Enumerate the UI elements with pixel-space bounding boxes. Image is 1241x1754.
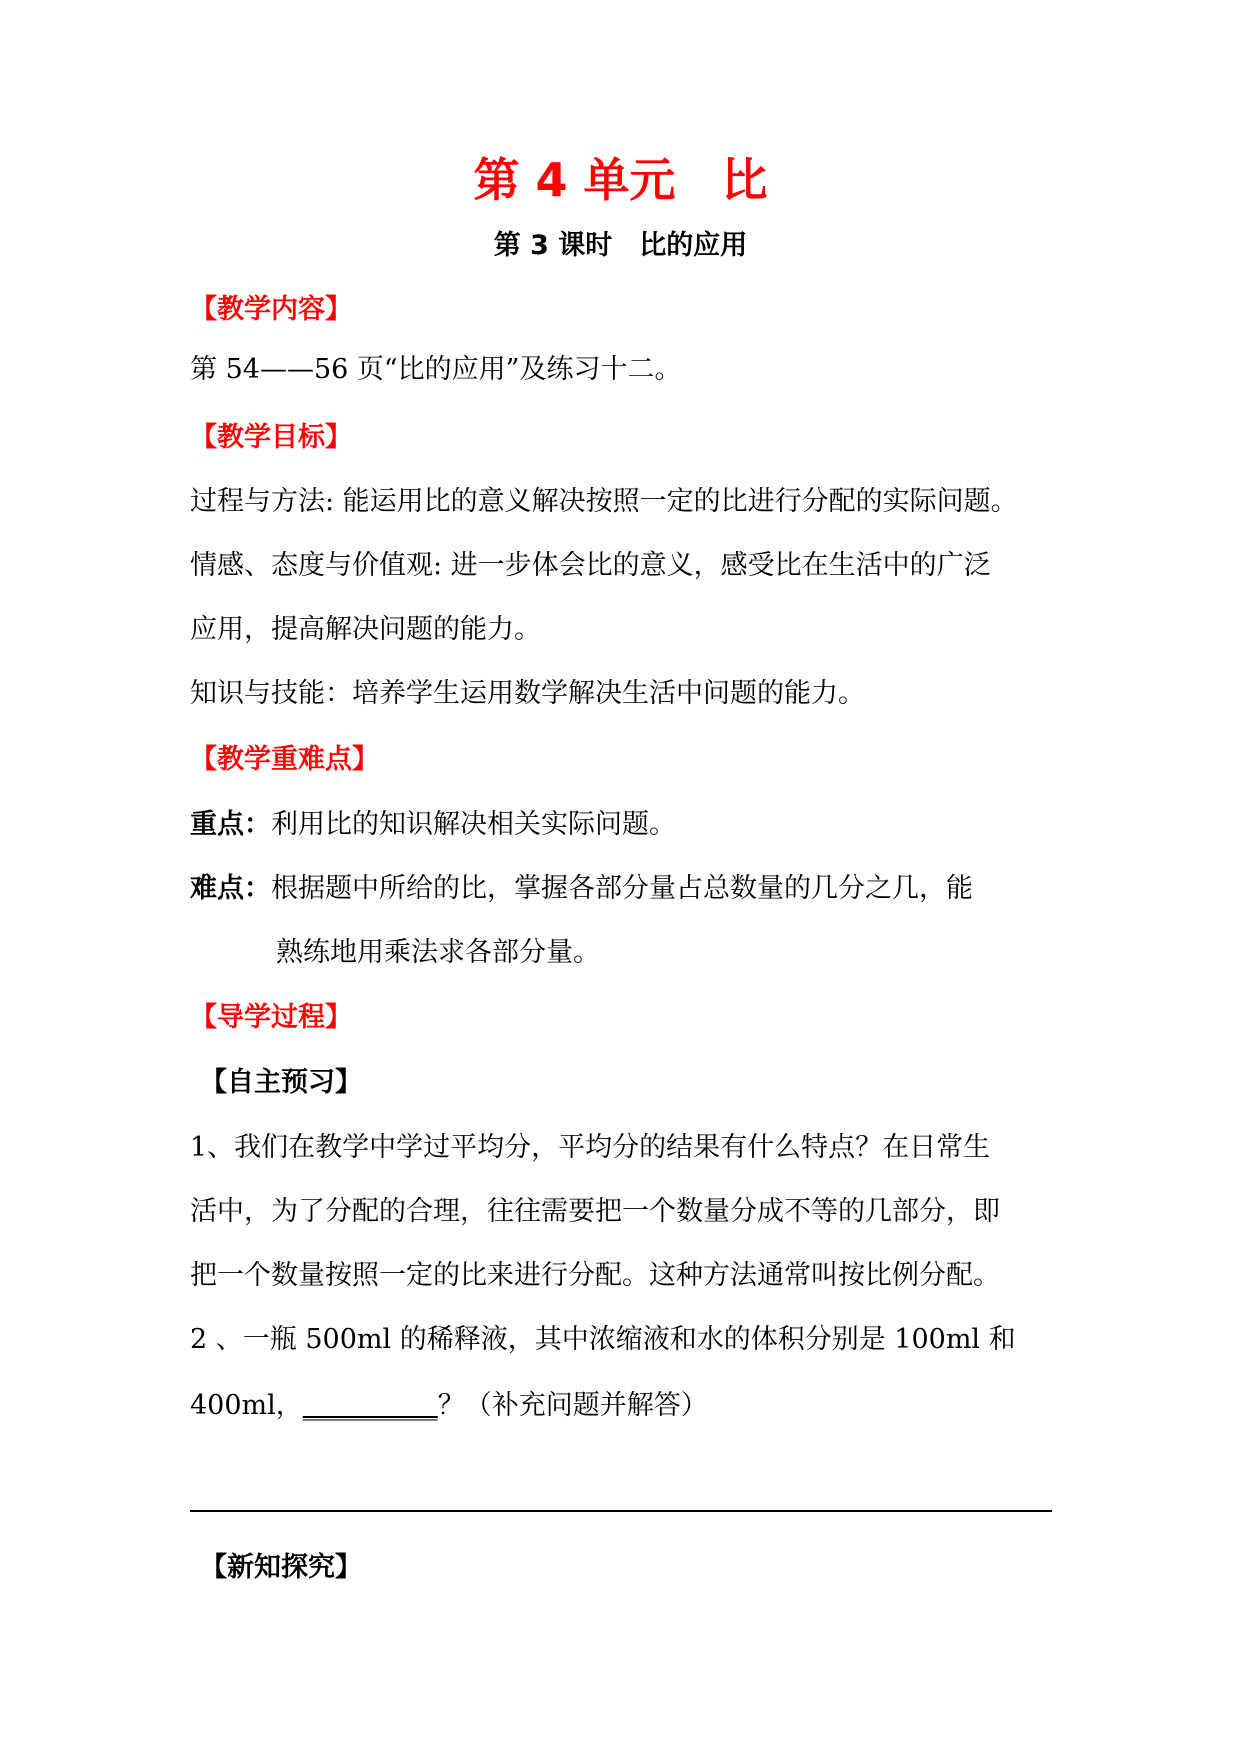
goal-attitude-line1: 情感、态度与价值观: 进一步体会比的意义，感受比在生活中的广泛 <box>190 550 991 581</box>
question-1-line2: 活中，为了分配的合理，往往需要把一个数量分成不等的几部分，即 <box>190 1196 1000 1227</box>
question-1-line1: 1、我们在教学中学过平均分，平均分的结果有什么特点？在日常生 <box>190 1132 991 1163</box>
teaching-content-text: 第 54——56 页“比的应用”及练习十二。 <box>190 354 682 385</box>
lesson-subtitle: 第 3 课时 比的应用 <box>493 230 748 261</box>
answer-blank: __________ <box>302 1390 438 1421</box>
question-2-line2 <box>190 1386 708 1426</box>
subheading-self-preview: 【自主预习】 <box>200 1067 362 1098</box>
question-2-line1: 2 、一瓶 500ml 的稀释液，其中浓缩液和水的体积分别是 100ml 和 <box>190 1324 1016 1355</box>
key-point-line <box>190 805 676 845</box>
key-point-text: 利用比的知识解决相关实际问题。 <box>271 809 676 840</box>
page-title: 第 4 单元 比 <box>473 153 768 207</box>
subheading-new-knowledge: 【新知探究】 <box>200 1552 362 1583</box>
goal-process-method: 过程与方法: 能运用比的意义解决按照一定的比进行分配的实际问题。 <box>190 486 1018 517</box>
difficult-point-text-2: 熟练地用乘法求各部分量。 <box>276 937 600 968</box>
answer-line <box>190 1510 1052 1512</box>
difficult-point-line <box>190 869 973 909</box>
question-2-suffix: ？（补充问题并解答） <box>437 1390 708 1421</box>
question-2-prefix: 400ml， <box>190 1390 303 1421</box>
difficult-point-text-1: 根据题中所给的比，掌握各部分量占总数量的几分之几，能 <box>271 873 973 904</box>
section-heading-teaching-goals: 【教学目标】 <box>190 422 352 453</box>
goal-knowledge-skill: 知识与技能：培养学生运用数学解决生活中问题的能力。 <box>190 678 865 709</box>
section-heading-guided-process: 【导学过程】 <box>190 1002 352 1033</box>
section-heading-key-difficult: 【教学重难点】 <box>190 744 379 775</box>
difficult-point-label: 难点： <box>190 873 271 904</box>
section-heading-teaching-content: 【教学内容】 <box>190 294 352 325</box>
goal-attitude-line2: 应用，提高解决问题的能力。 <box>190 614 541 645</box>
key-point-label: 重点： <box>190 809 271 840</box>
question-1-line3: 把一个数量按照一定的比来进行分配。这种方法通常叫按比例分配。 <box>190 1260 1000 1291</box>
